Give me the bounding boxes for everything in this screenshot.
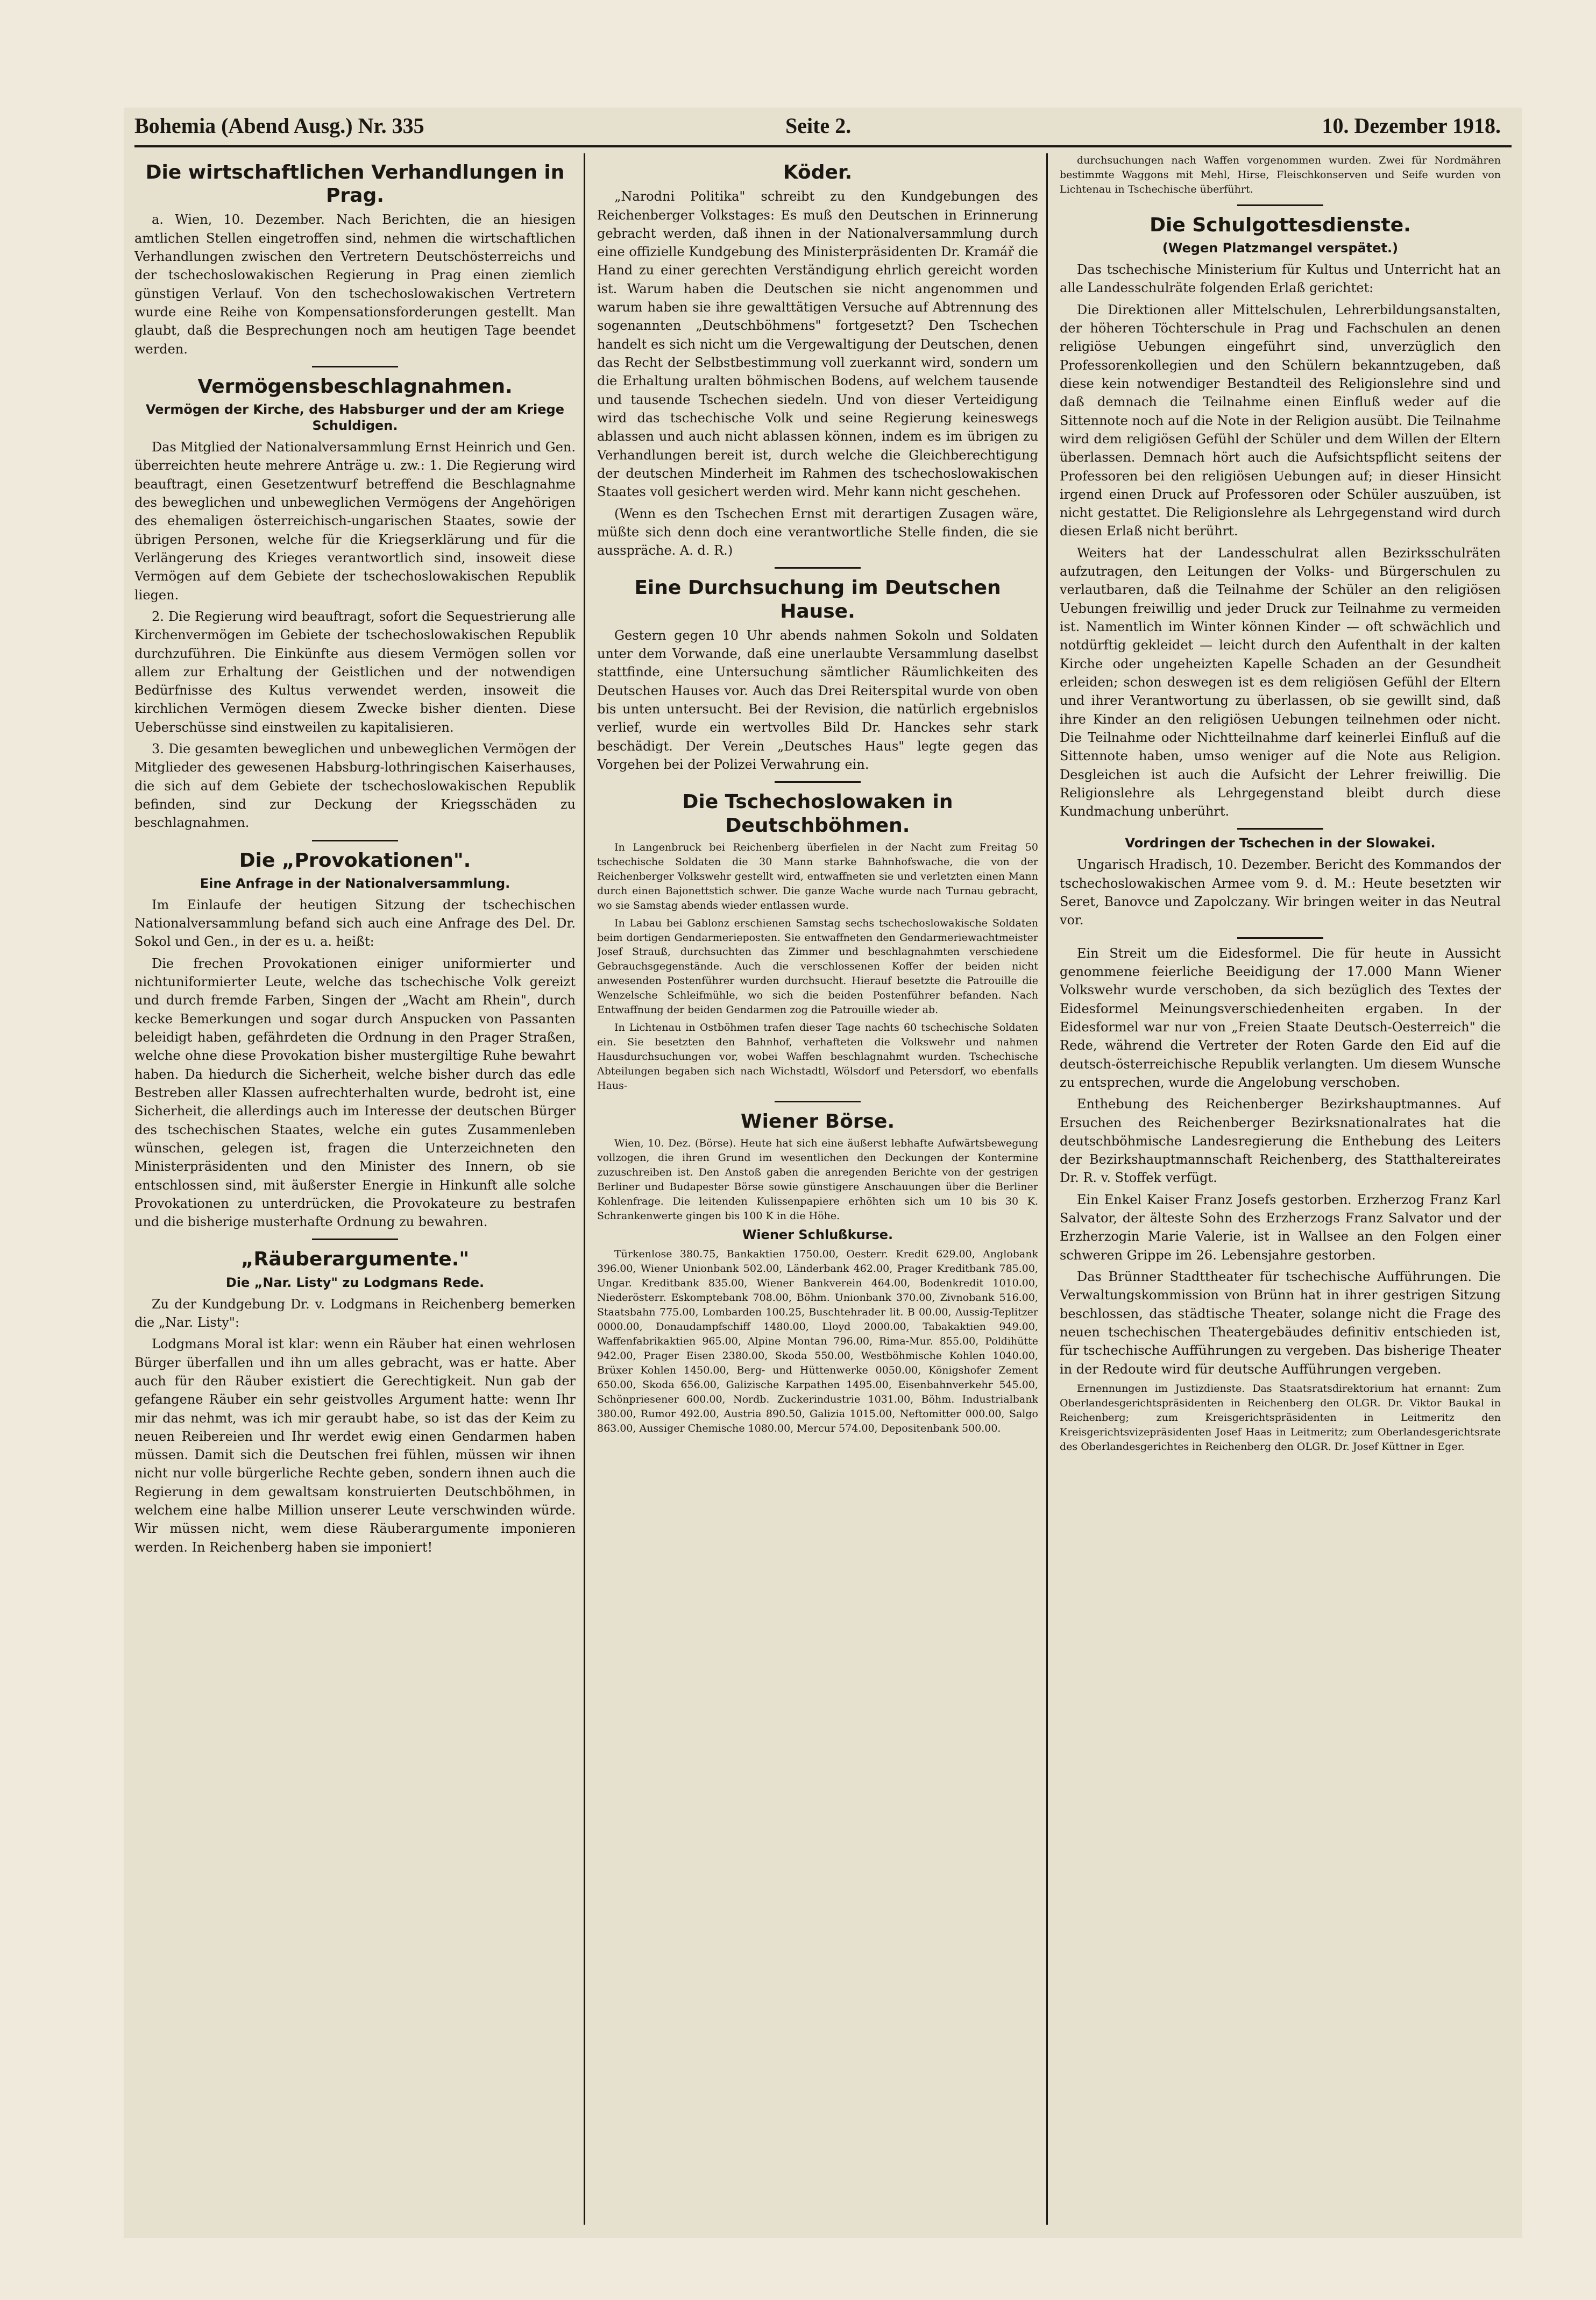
article-paragraph: In Labau bei Gablonz erschienen Samstag sechs tschechoslowakische Soldaten beim dortigen Gendarmerieposten. Sie entwaffneten den Gendarmeriewachtmeister Josef Strauß, durchsuchten das Zimmer und beschlagnahmten verschiedene Gebrauchsgegenstände. Auch die verschlossenen Koffer der beiden nicht anwesenden Postenführer wurden durchsucht. Hierauf besetzte die Patrouille die Wenzelsche Schleifmühle, wo sich die beiden Postenführer befanden. Nach Entwaffnung der beiden Gendarmen zog die Patrouille wieder ab. <box>597 917 1038 1016</box>
article-paragraph: a. Wien, 10. Dezember. Nach Berichten, die an hiesigen amtlichen Stellen eingetroffen sind, nehmen die wirtschaftlichen Verhandlungen zwischen den Vertretern Deutschösterreichs und der tschechoslowakischen Regierung in Prag einen ziemlich günstigen Verlauf. Von den tschechoslowakischen Vertretern wurde eine Reihe von Kompensationsforderungen gestellt. Man glaubt, daß die Besprechungen noch am heutigen Tage beendet werden. <box>134 212 576 357</box>
article-title: Wiener Börse. <box>740 1110 895 1133</box>
article-paragraph: Ein Streit um die Eidesformel. Die für heute in Aussicht genommene feierliche Beeidigung der 17.000 Mann Wiener Volkswehr wurde verschoben, da sich bezüglich des Textes der Eidesformel Meinungsverschiedenheiten ergaben. In der Eidesformel war nur von „Freien Staate Deutsch-Oesterreich" die Rede, während die Vertreter der Roten Garde den Eid auf die deutsch-österreichische Republik verlangten. Um diesem Wunsche zu entsprechen, wurde die Angelobung verschoben. <box>1060 945 1501 1090</box>
article-subtitle: Vermögen der Kirche, des Habsburger und der am Kriege Schuldigen. <box>145 402 565 434</box>
article-title: Köder. <box>783 161 853 183</box>
article-paragraph: durchsuchungen nach Waffen vorgenommen wurden. Zwei für Nordmähren bestimmte Waggons mit Mehl, Hirse, Fleischkonserven und Seife wurden von Lichtenau in Tschechische überführt. <box>1060 154 1501 195</box>
article-paragraph: Weiters hat der Landesschulrat allen Bezirksschulräten aufzutragen, den Leitungen der Volks- und Bürgerschulen zu verlautbaren, daß die Teilnahme der Schüler an den religiösen Uebungen freiwillig und jeder Druck zur Teilnahme zu vermeiden ist. Namentlich im Winter können Kinder — oft schwächlich und notdürftig gekleidet — leicht durch den Aufenthalt in der kalten Kirche oder ungeheizten Kapelle Schaden an der Gesundheit erleiden; schon deswegen ist es dem religiösen Gefühl der Eltern und ihrer Verantwortung zu überlassen, ob sie gewillt sind, daß ihre Kinder an den religiösen Uebungen teilnehmen oder nicht. Die Teilnahme oder Nichtteilnahme darf keinerlei Einfluß auf die Sittennote haben, umso weniger auf die Note aus Religion. Desgleichen ist auch die Aufsicht der Lehrer freiwillig. Die Religionslehre als Lehrgegenstand bleibt durch diese Kundmachung unberührt. <box>1060 545 1501 819</box>
article-separator <box>775 781 861 783</box>
article-subtitle: Die „Nar. Listy" zu Lodgmans Rede. <box>225 1275 485 1290</box>
article-separator <box>1237 204 1323 206</box>
article-subtitle: Eine Anfrage in der Nationalversammlung. <box>200 875 510 891</box>
article-paragraph: Wien, 10. Dez. (Börse). Heute hat sich eine äußerst lebhafte Aufwärtsbewegung vollzogen, die ihren Grund im wesentlichen den Deckungen der Kontermine zuzuschreiben ist. Den Anstoß gaben die anregenden Berichte von der gestrigen Berliner und Budapester Börse sowie günstigere Anschauungen über die Berliner Kohlenfrage. Die leitenden Kulissenpapiere erhöhten sich um 10 bis 30 K. Schrankenwerte gingen bis 100 K in die Höhe. <box>597 1137 1038 1222</box>
article-title: Eine Durchsuchung im Deutschen Hause. <box>634 577 1001 622</box>
header-rule <box>134 145 1512 147</box>
article-title: Vordringen der Tschechen in der Slowakei. <box>1125 836 1436 851</box>
article-paragraph: Zu der Kundgebung Dr. v. Lodgmans in Reichenberg bemerken die „Nar. Listy": <box>134 1296 576 1330</box>
article-paragraph: In Lichtenau in Ostböhmen trafen dieser Tage nachts 60 tschechische Soldaten ein. Sie besetzten den Bahnhof, verhafteten die Volkswehr und nahmen Hausdurchsuchungen vor, wobei Waffen beschlagnahmt wurden. Tschechische Abteilungen begaben sich nach Wichstadtl, Wölsdorf und Petersdorf, wo ebenfalls Haus- <box>597 1022 1038 1092</box>
article-paragraph: Ein Enkel Kaiser Franz Josefs gestorben. Erzherzog Franz Karl Salvator, der älteste Sohn des Erzherzogs Franz Salvator und der Erzherzogin Marie Valerie, ist in Wallsee an den Folgen einer schweren Grippe im 26. Lebensjahre gestorben. <box>1060 1192 1501 1263</box>
article-separator <box>775 1101 861 1102</box>
column-3 <box>1060 153 1501 2225</box>
article-subtitle: (Wegen Platzmangel verspätet.) <box>1162 240 1399 256</box>
page-header <box>124 108 1522 145</box>
article-separator <box>312 1239 398 1240</box>
article-separator <box>1237 937 1323 939</box>
article-paragraph: 3. Die gesamten beweglichen und unbeweglichen Vermögen der Mitglieder des gewesenen Habsburg-lothringischen Kaiserhauses, die sich auf dem Gebiete der tschechoslowakischen Republik befinden, sind zur Deckung der Kriegsschäden zu beschlagnahmen. <box>134 741 576 831</box>
article-paragraph: 2. Die Regierung wird beauftragt, sofort die Sequestrierung alle Kirchenvermögen im Gebiete der tschechoslowakischen Republik durchzuführen. Die Einkünfte aus diesem Vermögen sollen vor allem zur Erhaltung der Geistlichen und der notwendigen Bedürfnisse des Kultus verwendet werden, insoweit die kirchlichen Vermögen diesem Zwecke bisher dienten. Diese Ueberschüsse sind einstweilen zu kapitalisieren. <box>134 608 576 735</box>
article-paragraph: Enthebung des Reichenberger Bezirkshauptmannes. Auf Ersuchen des Reichenberger Bezirksnationalrates hat die deutschböhmische Landesregierung die Enthebung des Leiters der Bezirkshauptmannschaft Reichenberg, des Statthaltereirates Dr. R. v. Stoffek verfügt. <box>1060 1096 1501 1186</box>
issue-date: 10. Dezember 1918. <box>1322 114 1501 138</box>
column-divider <box>1046 153 1048 2225</box>
column-1 <box>134 153 576 2225</box>
article-title: Die Schulgottesdienste. <box>1150 214 1411 236</box>
article-separator <box>1237 828 1323 830</box>
article-paragraph: „Narodni Politika" schreibt zu den Kundgebungen des Reichenberger Volkstages: Es muß den Deutschen in Erinnerung gebracht werden, daß ihnen in der Nationalversammlung durch eine offizielle Kundgebung des Ministerpräsidenten Dr. Kramář die Hand zu einer gerechten Verständigung ehrlich gereicht worden ist. Warum haben die Deutschen sie nicht angenommen und warum haben sie ihre gewalttätigen Versuche auf Abtrennung des sogenannten „Deutschböhmens" fortgesetzt? Den Tschechen handelt es sich nicht um die Vergewaltigung der Deutschen, denen das Recht der Selbstbestimmung voll zuerkannt wird, sondern um die Erhaltung uralten böhmischen Bodens, auf welchem tausende und tausende Tschechen siedeln. Und von dieser Verteidigung wird das tschechische Volk und seine Regierung keineswegs ablassen und auch nicht ablassen können, indem es im übrigen zu Verhandlungen bereit ist, durch welche die Gleichberechtigung der deutschen Minderheit im Rahmen des tschechoslowakischen Staates voll gesichert werden wird. Mehr kann nicht geschehen. <box>597 189 1038 500</box>
article-paragraph: Gestern gegen 10 Uhr abends nahmen Sokoln und Soldaten unter dem Vorwande, daß eine unerlaubte Versammlung daselbst stattfinde, eine Untersuchung sämtlicher Räumlichkeiten des Deutschen Hauses vor. Auch das Drei Reiterspital wurde von oben bis unten untersucht. Bei der Revision, die natürlich ergebnislos verlief, wurde ein wertvolles Bild Dr. Hanckes sehr stark beschädigt. Der Verein „Deutsches Haus" legte gegen das Vorgehen bei der Polizei Verwahrung ein. <box>597 627 1038 772</box>
article-paragraph: Ungarisch Hradisch, 10. Dezember. Bericht des Kommandos der tschechoslowakischen Armee vom 9. d. M.: Heute besetzten wir Seret, Banovce und Zapolczany. Wir bringen weiter in das Neutral vor. <box>1060 857 1501 928</box>
masthead-issue: Bohemia (Abend Ausg.) Nr. 335 <box>134 114 424 138</box>
article-paragraph: Lodgmans Moral ist klar: wenn ein Räuber hat einen wehrlosen Bürger überfallen und ihn um alles gebracht, was er hatte. Aber auch für den Räuber existiert die Gerechtigkeit. Nun gab der gefangene Räuber ein sehr geistvolles Argument hatte: wenn Ihr mir das nehmt, was ich mir geraubt habe, so ist das der Keim zu neuen Reibereien und Ihr werdet ewig einen Gendarmen haben müssen. Damit sich die Deutschen frei fühlen, müssen wir ihnen nicht nur volle bürgerliche Rechte geben, sondern ihnen auch die Regierung in dem gewaltsam konstruierten Deutschböhmen, in welchem eine halbe Million unserer Leute verschwinden würde. Wir müssen nicht, wem diese Räuberargumente imponieren werden. In Reichenberg haben sie imponiert! <box>134 1336 576 1555</box>
article-title: Die wirtschaftlichen Verhandlungen in Prag. <box>145 161 565 207</box>
article-title: „Räuberargumente." <box>240 1248 470 1271</box>
column-2 <box>597 153 1038 2225</box>
article-title: Die Tschechoslowaken in Deutschböhmen. <box>682 791 953 837</box>
stock-quotes: Türkenlose 380.75, Bankaktien 1750.00, Oesterr. Kredit 629.00, Anglobank 396.00, Wiener Unionbank 502.00, Länderbank 462.00, Prager Kreditbank 785.00, Ungar. Kreditbank 835.00, Wiener Bankverein 464.00, Bodenkredit 1010.00, Niederösterr. Eskomptebank 708.00, Böhm. Unionbank 370.00, Zivnobank 516.00, Staatsbahn 775.00, Lombarden 100.25, Buschtehrader lit. B 00.00, Aussig-Teplitzer 0000.00, Donaudampfschiff 1480.00, Lloyd 2000.00, Tabakaktien 949.00, Waffenfabrikaktien 965.00, Alpine Montan 796.00, Rima-Mur. 855.00, Poldihütte 942.00, Prager Eisen 2380.00, Skoda 550.00, Westböhmische Kohlen 1040.00, Brüxer Kohlen 1450.00, Berg- und Hüttenwerke 0050.00, Königshofer Zement 650.00, Skoda 656.00, Galizische Karpathen 1495.00, Eisenbahnverkehr 545.00, Schönpriesener 600.00, Nordb. Zuckerindustrie 1031.00, Böhm. Industrialbank 380.00, Rumor 492.00, Austria 890.50, Galizia 1015.00, Neftomitter 000.00, Salgo 863.00, Aussiger Chemische 1080.00, Mercur 574.00, Depositenbank 500.00. <box>597 1248 1038 1434</box>
article-separator <box>775 567 861 569</box>
article-separator <box>312 840 398 841</box>
article-separator <box>312 366 398 367</box>
article-paragraph: In Langenbruck bei Reichenberg überfielen in der Nacht zum Freitag 50 tschechische Soldaten die 30 Mann starke Bahnhofswache, die von der Reichenberger Volkswehr gestellt wird, entwaffneten sie und verletzten einen Mann durch einen Bajonettstich schwer. Die ganze Wache wurde nach Turnau gebracht, wo sie Samstag abends wieder entlassen wurde. <box>597 841 1038 911</box>
article-paragraph: Die Direktionen aller Mittelschulen, Lehrerbildungsanstalten, der höheren Töchterschule in Prag und Fachschulen an denen religiöse Uebungen eingeführt sind, unverzüglich den Professorenkollegien und den Schülern bekanntzugeben, daß diese kein notwendiger Bestandteil des Religionslehre sind und daß demnach die Teilnahme einen Einfluß weder auf die Sittennote noch auf die Note in der Religion ausübt. Die Teilnahme wird dem religiösen Gefühl der Schüler und dem Willen der Eltern überlassen. Demnach hört auch die Aufsichtspflicht seitens der Professoren bei den religiösen Uebungen auf; in dieser Hinsicht irgend einen Druck auf Professoren oder Schüler auszuüben, ist nicht gestattet. Die Religionslehre als Lehrgegenstand wird durch diesen Erlaß nicht berührt. <box>1060 302 1501 539</box>
article-paragraph: Das Mitglied der Nationalversammlung Ernst Heinrich und Gen. überreichten heute mehrere Anträge u. zw.: 1. Die Regierung wird beauftragt, einen Gesetzentwurf betreffend die Beschlagnahme des beweglichen und unbeweglichen Vermögens der Angehörigen des ehemaligen österreichisch-ungarischen Staates, sowie der übrigen Personen, welche für die Kriegserklärung und für die Verlängerung des Krieges verantwortlich sind, insoweit diese Vermögen auf dem Gebiete der tschechoslowakischen Republik liegen. <box>134 440 576 603</box>
article-paragraph: Das tschechische Ministerium für Kultus und Unterricht hat an alle Landesschulräte folgenden Erlaß gerichtet: <box>1060 262 1501 296</box>
article-paragraph: Im Einlaufe der heutigen Sitzung der tschechischen Nationalversammlung befand sich auch eine Anfrage des Del. Dr. Sokol und Gen., in der es u. a. heißt: <box>134 897 576 950</box>
newspaper-page <box>124 108 1522 2238</box>
article-title: Vermögensbeschlagnahmen. <box>197 375 513 398</box>
article-subtitle: Wiener Schlußkurse. <box>742 1227 893 1243</box>
page-number: Seite 2. <box>785 114 852 138</box>
article-paragraph: Das Brünner Stadttheater für tschechische Aufführungen. Die Verwaltungskommission von Brünn hat in ihrer gestrigen Sitzung beschlossen, das städtische Theater, solange nicht die Frage des neuen tschechischen Theatergebäudes definitiv entschieden ist, für tschechische Aufführungen zu vergeben. Das bisherige Theater in der Redoute wird für deutsche Aufführungen vergeben. <box>1060 1269 1501 1377</box>
column-divider <box>584 153 585 2225</box>
article-title: Die „Provokationen". <box>239 849 471 872</box>
article-paragraph: Ernennungen im Justizdienste. Das Staatsratsdirektorium hat ernannt: Zum Oberlandesgerichtspräsidenten in Reichenberg den OLGR. Dr. Viktor Baukal in Reichenberg; zum Kreisgerichtspräsidenten in Leitmeritz den Kreisgerichtsvizepräsidenten Josef Haas in Leitmeritz; zum Oberlandesgerichtsrate des Oberlandesgerichtes in Reichenberg den OLGR. Dr. Josef Küttner in Eger. <box>1060 1382 1501 1453</box>
article-paragraph: (Wenn es den Tschechen Ernst mit derartigen Zusagen wäre, müßte sich denn doch eine verantwortliche Stelle finden, die sie ausspräche. A. d. R.) <box>597 506 1038 558</box>
article-paragraph: Die frechen Provokationen einiger uniformierter und nichtuniformierter Leute, welche das tschechische Volk gereizt und durch fremde Farben, Singen der „Wacht am Rhein", durch kecke Bemerkungen und sogar durch Anspucken von Passanten beleidigt haben, gefährdeten die Ordnung in den Prager Straßen, welche ohne diese Provokation bisher mustergiltige Ruhe bewahrt haben. Da hiedurch die Sicherheit, welche bisher durch das edle Bestreben aller Klassen aufrechterhalten wurde, bedroht ist, eine Sicherheit, die allerdings auch im Interesse der deutschen Bürger des tschechischen Staates, welche ein gutes Zusammenleben wünschen, gelegen ist, fragen die Unterzeichneten den Ministerpräsidenten und den Minister des Innern, ob sie entschlossen sind, mit äußerster Energie in Hinkunft alle solche Provokationen zu unterdrücken, die Provokateure zu bestrafen und die bisherige musterhafte Ordnung zu bewahren. <box>134 956 576 1230</box>
